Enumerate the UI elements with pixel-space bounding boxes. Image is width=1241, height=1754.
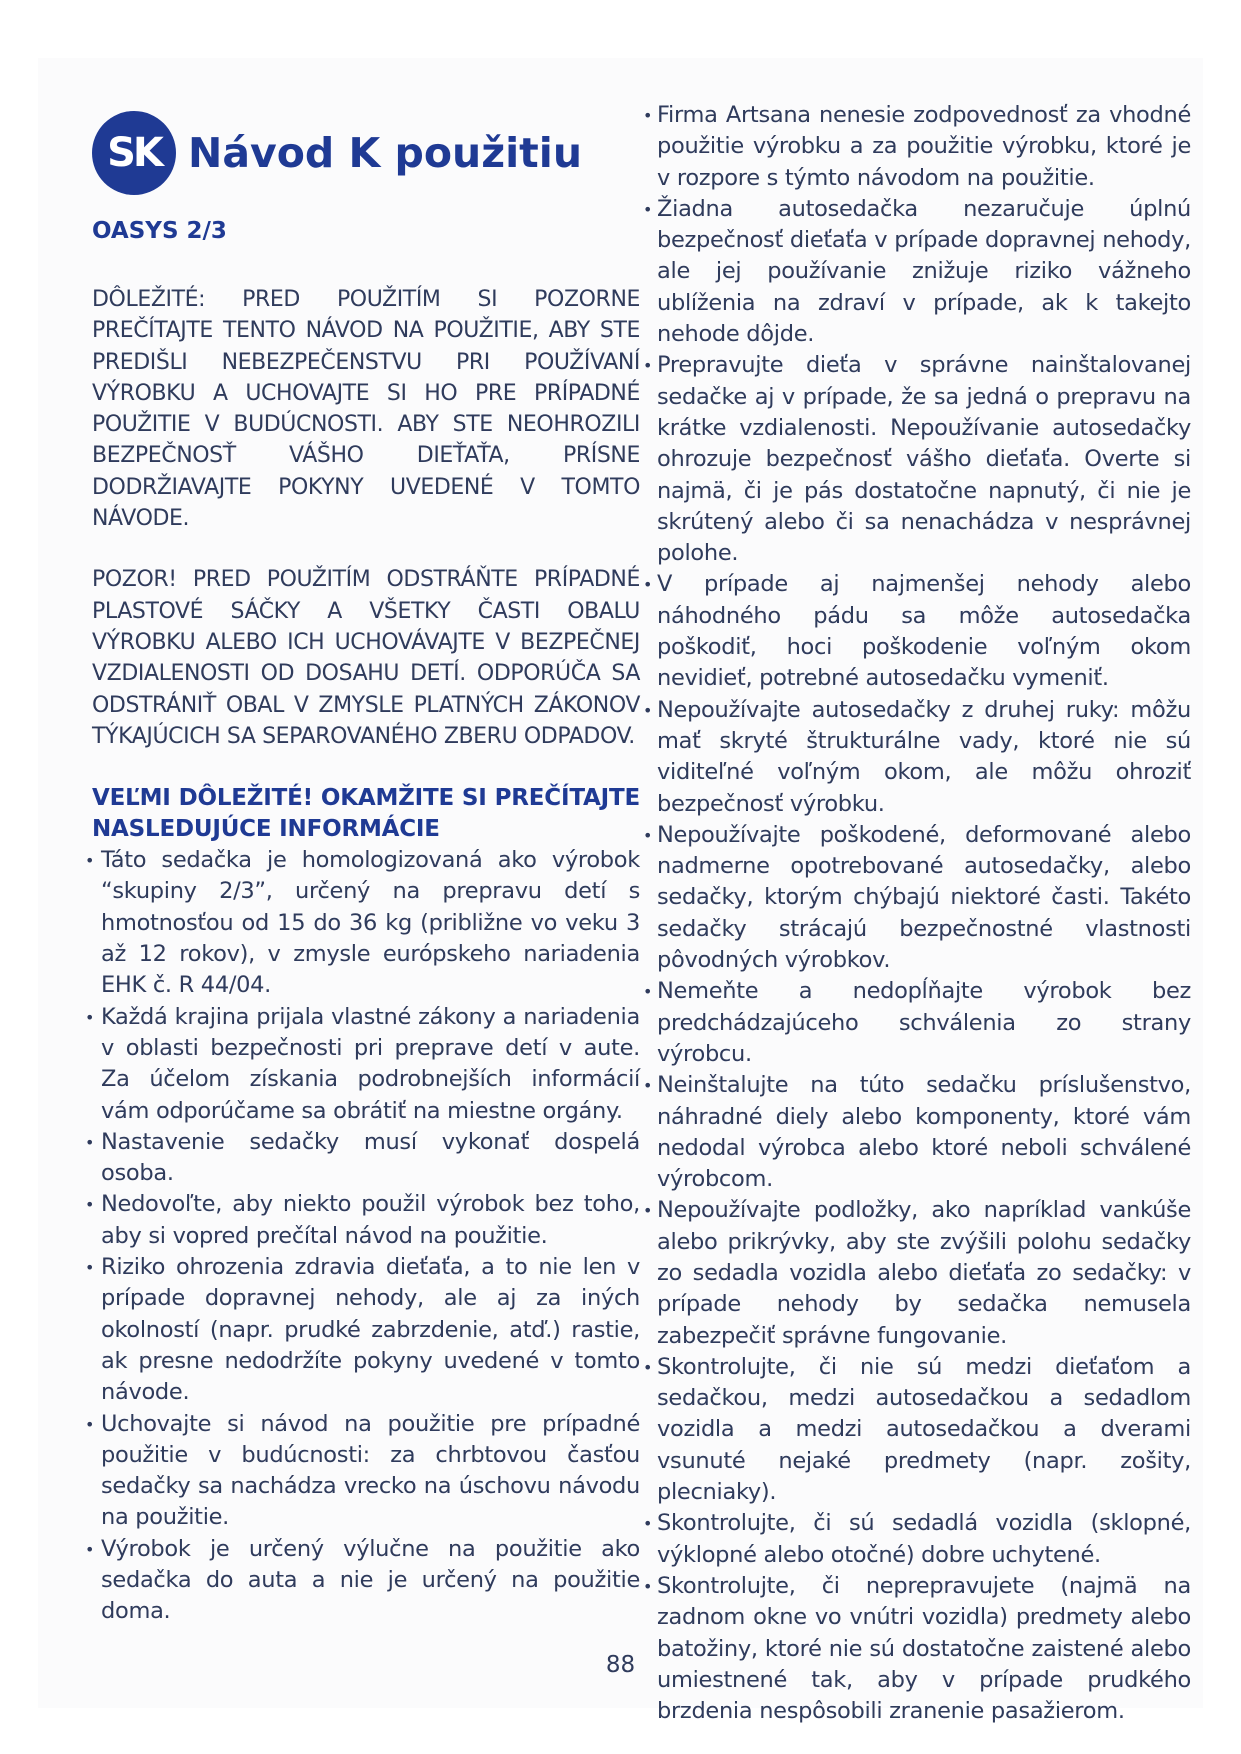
list-item: • Každá krajina prijala vlastné zákony a nariadenia v oblasti bezpečnosti pri preprave detí v aute. Za účelom získania podrobnejších informácií vám odporúčame sa obrátiť na miestne orgány. xyxy=(92,1002,640,1127)
list-item: • Nastavenie sedačky musí vykonať dospelá osoba. xyxy=(92,1127,640,1190)
list-item: • Nedovoľte, aby niekto použil výrobok bez toho, aby si vopred prečítal návod na použitie. xyxy=(92,1189,640,1252)
language-badge: SK xyxy=(92,111,176,195)
page-title: Návod K použitiu xyxy=(188,129,583,177)
page-header xyxy=(92,108,640,198)
list-item: • Neinštalujte na túto sedačku príslušenstvo, náhradné diely alebo komponenty, ktoré vám nedodal výrobca alebo ktoré neboli schválené výrobcom. xyxy=(643,1070,1203,1195)
left-bullet-list xyxy=(92,845,640,1627)
right-column xyxy=(643,100,1203,1727)
section-heading: VEĽMI DÔLEŽITÉ! OKAMŽITE SI PREČÍTAJTE NASLEDUJÚCE INFORMÁCIE xyxy=(92,785,640,843)
list-item: • V prípade aj najmenšej nehody alebo náhodného pádu sa môže autosedačka poškodiť, hoci poškodenie voľným okom nevidieť, potrebné autosedačku vymeniť. xyxy=(643,569,1203,694)
list-item: • Prepravujte dieťa v správne nainštalovanej sedačke aj v prípade, že sa jedná o prepravu na krátke vzdialenosti. Nepoužívanie autosedačky ohrozuje bezpečnosť vášho dieťaťa. Overte si najmä, či je pás dostatočne napnutý, či nie je skrútený alebo či sa nenachádza v nesprávnej polohe. xyxy=(643,350,1203,569)
page-number: 88 xyxy=(605,1652,636,1678)
model-name: OASYS 2/3 xyxy=(92,218,227,244)
list-item: • Uchovajte si návod na použitie pre prípadné použitie v budúcnosti: za chrbtovou časťou sedačky sa nachádza vrecko na úschovu návodu na použitie. xyxy=(92,1409,640,1534)
list-item: • Riziko ohrozenia zdravia dieťaťa, a to nie len v prípade dopravnej nehody, ale aj za iných okolností (napr. prudké zabrzdenie, atď.) rastie, ak presne nedodržíte pokyny uvedené v tomto návode. xyxy=(92,1252,640,1408)
list-item: • Táto sedačka je homologizovaná ako výrobok “skupiny 2/3”, určený na prepravu detí s hmotnosťou od 15 do 36 kg (približne vo veku 3 až 12 rokov), v zmysle európskeho nariadenia EHK č. R 44/04. xyxy=(92,845,640,1001)
list-item: • Nepoužívajte podložky, ako napríklad vankúše alebo prikrývky, aby ste zvýšili polohu sedačky zo sedadla vozidla alebo dieťaťa zo sedačky: v prípade nehody by sedačka nemusela zabezpečiť správne fungovanie. xyxy=(643,1195,1203,1351)
list-item: • Nemeňte a nedopĺňajte výrobok bez predchádzajúceho schválenia zo strany výrobcu. xyxy=(643,976,1203,1070)
left-column xyxy=(92,108,640,1628)
list-item: • Výrobok je určený výlučne na použitie ako sedačka do auta a nie je určený na použitie doma. xyxy=(92,1534,640,1628)
important-notice: DÔLEŽITÉ: PRED POUŽITÍM SI POZORNE PREČÍTAJTE TENTO NÁVOD NA POUŽITIE, ABY STE PREDIŠLI NEBEZPEČENSTVU PRI POUŽÍVANÍ VÝROBKU A UCHOVAJTE SI HO PRE PRÍPADNÉ POUŽITIE V BUDÚCNOSTI. ABY STE NEOHROZILI BEZPEČNOSŤ VÁŠHO DIEŤAŤA, PRÍSNE DODRŽIAVAJTE POKYNY UVEDENÉ V TOMTO NÁVODE. xyxy=(92,287,640,532)
list-item: • Skontrolujte, či nie sú medzi dieťaťom a sedačkou, medzi autosedačkou a sedadlom vozidla a medzi autosedačkou a dverami vsunuté nejaké predmety (napr. zošity, plecniaky). xyxy=(643,1352,1203,1508)
list-item: • Skontrolujte, či sú sedadlá vozidla (sklopné, výklopné alebo otočné) dobre uchytené. xyxy=(643,1508,1203,1571)
list-item: • Skontrolujte, či neprepravujete (najmä na zadnom okne vo vnútri vozidla) predmety alebo batožiny, ktoré nie sú dostatočne zaistené alebo umiestnené tak, aby v prípade prudkého brzdenia nespôsobili zranenie pasažierom. xyxy=(643,1571,1203,1727)
list-item: • Žiadna autosedačka nezaručuje úplnú bezpečnosť dieťaťa v prípade dopravnej nehody, ale jej používanie znižuje riziko vážneho ublíženia na zdraví v prípade, ak k takejto nehode dôjde. xyxy=(643,194,1203,350)
list-item: • Nepoužívajte autosedačky z druhej ruky: môžu mať skryté štrukturálne vady, ktoré nie sú viditeľné voľným okom, ale môžu ohroziť bezpečnosť výrobku. xyxy=(643,695,1203,820)
right-bullet-list xyxy=(643,100,1203,1727)
list-item: • Nepoužívajte poškodené, deformované alebo nadmerne opotrebované autosedačky, alebo sedačky, ktorým chýbajú niektoré časti. Takéto sedačky strácajú bezpečnostné vlastnosti pôvodných výrobkov. xyxy=(643,820,1203,976)
list-item: • Firma Artsana nenesie zodpovednosť za vhodné použitie výrobku a za použitie výrobku, ktoré je v rozpore s týmto návodom na použitie. xyxy=(643,100,1203,194)
packaging-warning: POZOR! PRED POUŽITÍM ODSTRÁŇTE PRÍPADNÉ PLASTOVÉ SÁČKY A VŠETKY ČASTI OBALU VÝROBKU ALEBO ICH UCHOVÁVAJTE V BEZPEČNEJ VZDIALENOSTI OD DOSAHU DETÍ. ODPORÚČA SA ODSTRÁNIŤ OBAL V ZMYSLE PLATNÝCH ZÁKONOV TÝKAJÚCICH SA SEPAROVANÉHO ZBERU ODPADOV. xyxy=(92,567,640,749)
